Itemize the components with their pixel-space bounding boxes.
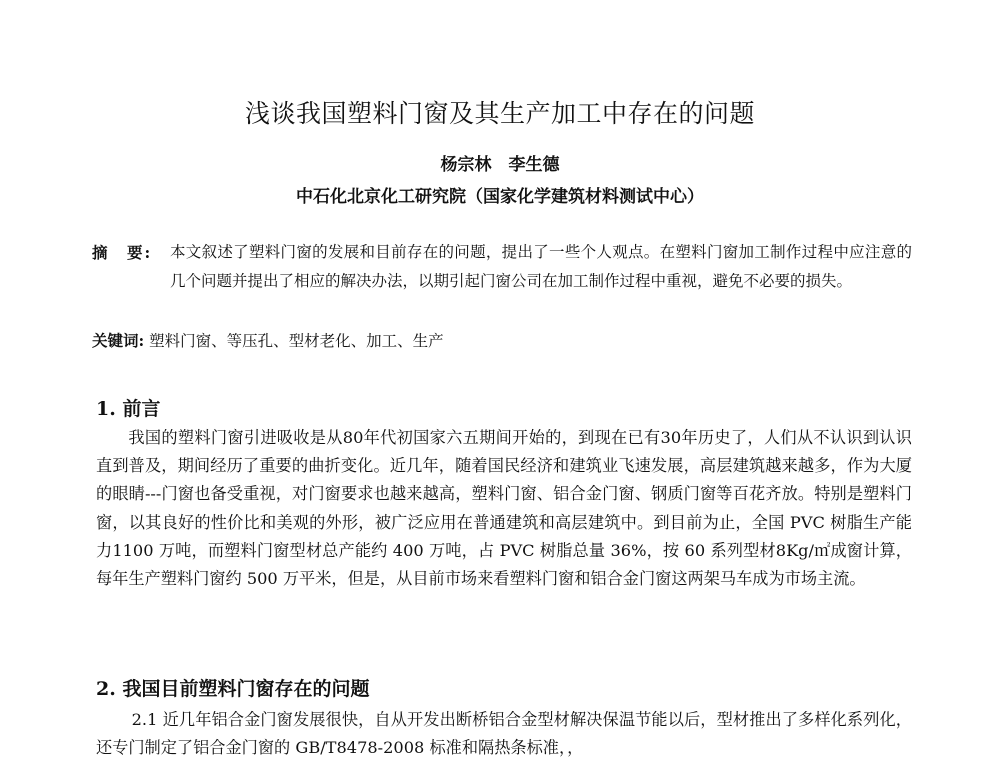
section-1-heading: 1. 前言 — [96, 398, 161, 420]
author-affiliation: 中石化北京化工研究院（国家化学建筑材料测试中心） — [296, 187, 704, 207]
paper-title: 浅谈我国塑料门窗及其生产加工中存在的问题 — [244, 99, 755, 128]
keywords-block — [92, 326, 912, 356]
section-1-paragraph: 我国的塑料门窗引进吸收是从80年代初国家六五期间开始的，到现在已有30年历史了，人们从不认识到认识直到普及，期间经历了重要的曲折变化。近几年，随着国民经济和建筑业飞速发展，高层建筑越来越多，作为大厦的眼睛---门窗也备受重视，对门窗要求也越来越高，塑料门窗、铝合金门窗、钢质门窗等百花齐放。特别是塑料门窗，以其良好的性价比和美观的外形，被广泛应用在普通建筑和高层建筑中。到目前为止，全国 PVC 树脂生产能力1100 万吨，而塑料门窗型材总产能约 400 万吨，占 PVC 树脂总量 36%，按 60 系列型材8Kg/㎡成窗计算，每年生产塑料门窗约 500 万平米，但是，从目前市场来看塑料门窗和铝合金门窗这两架马车成为市场主流。 — [96, 428, 912, 589]
abstract-label: 摘 要: — [92, 243, 153, 262]
author-names: 杨宗林 李生德 — [440, 155, 560, 175]
keywords-text: 塑料门窗、等压孔、型材老化、加工、生产 — [149, 332, 444, 350]
section-2-paragraph: 2.1 近几年铝合金门窗发展很快，自从开发出断桥铝合金型材解决保温节能以后，型材推出了多样化系列化，还专门制定了铝合金门窗的 GB/T8478-2008 标准和隔热条标准，， — [96, 710, 912, 758]
keywords-label: 关键词: — [92, 331, 145, 350]
section-2-heading: 2. 我国目前塑料门窗存在的问题 — [96, 678, 370, 700]
abstract-text: 本文叙述了塑料门窗的发展和目前存在的问题，提出了一些个人观点。在塑料门窗加工制作过程中应注意的几个问题并提出了相应的解决办法，以期引起门窗公司在加工制作过程中重视，避免不必要的损失。 — [170, 243, 912, 290]
